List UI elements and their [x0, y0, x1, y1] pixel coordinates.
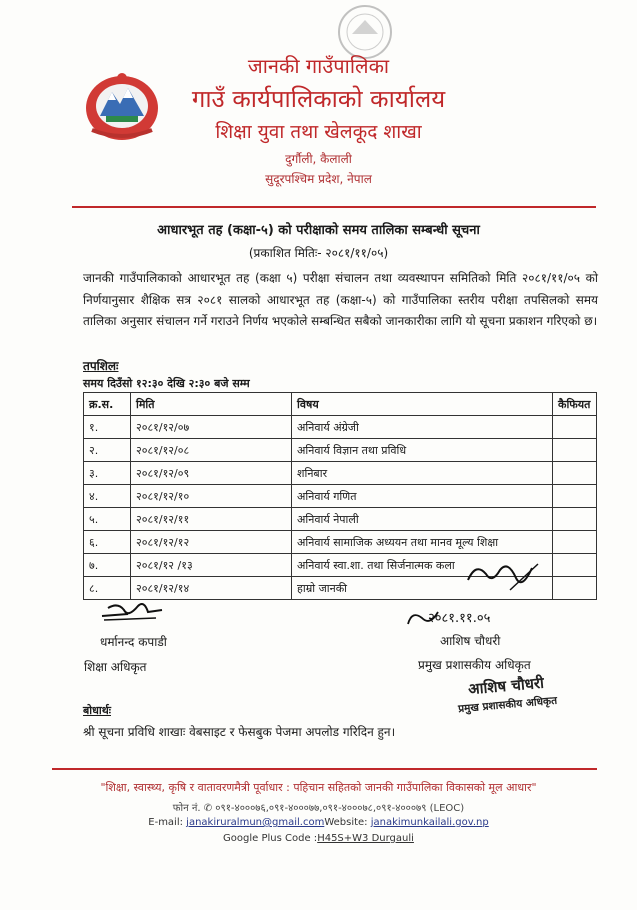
right-signatory-title: प्रमुख प्रशासकीय अधिकृत [418, 658, 531, 672]
row-remark [553, 485, 597, 508]
row-date: २०८१/१२/१० [131, 485, 292, 508]
row-subject: शनिबार [292, 462, 553, 485]
publish-date: (प्रकाशित मितिः- २०८१/११/०५) [248, 246, 389, 260]
row-sn: ३. [84, 462, 131, 485]
row-date: २०८१/१२/१२ [131, 531, 292, 554]
header-remark: कैफियत [553, 393, 597, 416]
header-sn: क्र.स. [84, 393, 131, 416]
row-subject: अनिवार्य नेपाली [292, 508, 553, 531]
row-remark [553, 508, 597, 531]
row-sn: ५. [84, 508, 131, 531]
header-date: मिति [131, 393, 292, 416]
office-name: गाउँ कार्यपालिकाको कार्यालय [191, 85, 446, 113]
row-remark [553, 577, 597, 600]
website-link[interactable]: janakimunkailali.gov.np [370, 817, 489, 828]
notice-title: आधारभूत तह (कक्षा-५) को परीक्षाको समय तालिका सम्बन्धी सूचना [157, 223, 480, 238]
row-date: २०८१/१२/१४ [131, 577, 292, 600]
cc-text: श्री सूचना प्रविधि शाखाः वेबसाइट र फेसबुक पेजमा अपलोड गरिदिन हुन। [83, 725, 396, 739]
row-remark [553, 554, 597, 577]
notice-body: जानकी गाउँपालिकाको आधारभूत तह (कक्षा ५) परीक्षा संचालन तथा व्यवस्थापन समितिको मिति २०८१/११/०५ को निर्णयानुसार शैक्षिक सत्र २०८१ सालको आधारभूत तह (कक्षा-५) को गाउँपालिका स्तरीय परीक्षा तपसिलको समय तालिका अनुसार संचालन गर्ने गराउने निर्णय भएकोले सम्बन्धित सबैको जानकारीका लागि यो सूचना प्रकाशन गरिएको छ। [83, 271, 598, 328]
row-subject: अनिवार्य गणित [292, 485, 553, 508]
footer-slogan: "शिक्षा, स्वास्थ्य, कृषि र वातावरणमैत्री पूर्वाधार : पहिचान सहितको जानकी गाउँपालिका विकासको मूल आधार" [100, 781, 537, 794]
municipality-name: जानकी गाउँपालिका [247, 54, 390, 78]
row-date: २०८१/१२/०९ [131, 462, 292, 485]
row-date: २०८१/१२/११ [131, 508, 292, 531]
table-header-row [84, 393, 597, 416]
officer-stamp-title: प्रमुख प्रशासकीय अधिकृत [457, 694, 558, 716]
officer-stamp-name: आशिष चौधरी [467, 673, 545, 699]
row-sn: ४. [84, 485, 131, 508]
row-remark [553, 462, 597, 485]
cc-label: बोधार्थः [83, 704, 111, 717]
branch-name: शिक्षा युवा तथा खेलकूद शाखा [215, 121, 422, 143]
province-line: सुदूरपश्चिम प्रदेश, नेपाल [265, 172, 372, 186]
address-line: दुर्गौली, कैलाली [285, 152, 352, 166]
row-sn: ७. [84, 554, 131, 577]
row-subject: अनिवार्य सामाजिक अध्ययन तथा मानव मूल्य शिक्षा [292, 531, 553, 554]
footer-divider [52, 768, 597, 770]
left-signature-image [98, 598, 168, 624]
row-subject: अनिवार्य स्वा.शा. तथा सिर्जनात्मक कला [292, 554, 553, 577]
footer-contact-line [0, 817, 637, 828]
row-remark [553, 531, 597, 554]
details-label: तपशिलः [83, 359, 119, 373]
row-subject: हाम्रो जानकी [292, 577, 553, 600]
plus-code-value: H45S+W3 Durgauli [317, 833, 414, 844]
row-sn: १. [84, 416, 131, 439]
row-date: २०८१/१२ /१३ [131, 554, 292, 577]
signature-date-scrawl: २०८१.११.०५ [428, 611, 491, 626]
left-signatory-title: शिक्षा अधिकृत [84, 660, 147, 674]
header-subject: विषय [292, 393, 553, 416]
row-date: २०८१/१२/०८ [131, 439, 292, 462]
row-remark [553, 416, 597, 439]
website-label: Website: [324, 817, 371, 828]
row-subject: अनिवार्य विज्ञान तथा प्रविधि [292, 439, 553, 462]
row-sn: ८. [84, 577, 131, 600]
table-row [84, 531, 597, 554]
row-sn: २. [84, 439, 131, 462]
table-row [84, 439, 597, 462]
right-signatory-name: आशिष चौधरी [440, 634, 501, 648]
exam-time-label: समय दिउँसो १२:३० देखि २:३० बजे सम्म [83, 377, 250, 390]
email-link[interactable]: janakiruralmun@gmail.com [186, 817, 325, 828]
right-signature-image [398, 560, 548, 628]
table-row [84, 416, 597, 439]
row-date: २०८१/१२/०७ [131, 416, 292, 439]
table-row [84, 485, 597, 508]
email-label: E-mail: [148, 817, 187, 828]
row-sn: ६. [84, 531, 131, 554]
table-row [84, 508, 597, 531]
row-remark [553, 439, 597, 462]
header-divider [72, 206, 596, 208]
left-signatory-name: धर्मानन्द कपाडी [100, 635, 167, 649]
footer-phone: फोन नं. ✆ ०९१-४०००७६,०९१-४०००७७,०९१-४०००७८,०९१-४०००७९ (LEOC) [172, 803, 465, 814]
row-subject: अनिवार्य अंग्रेजी [292, 416, 553, 439]
footer-plus-code [0, 833, 637, 844]
table-row [84, 462, 597, 485]
plus-code-label: Google Plus Code : [223, 833, 318, 844]
